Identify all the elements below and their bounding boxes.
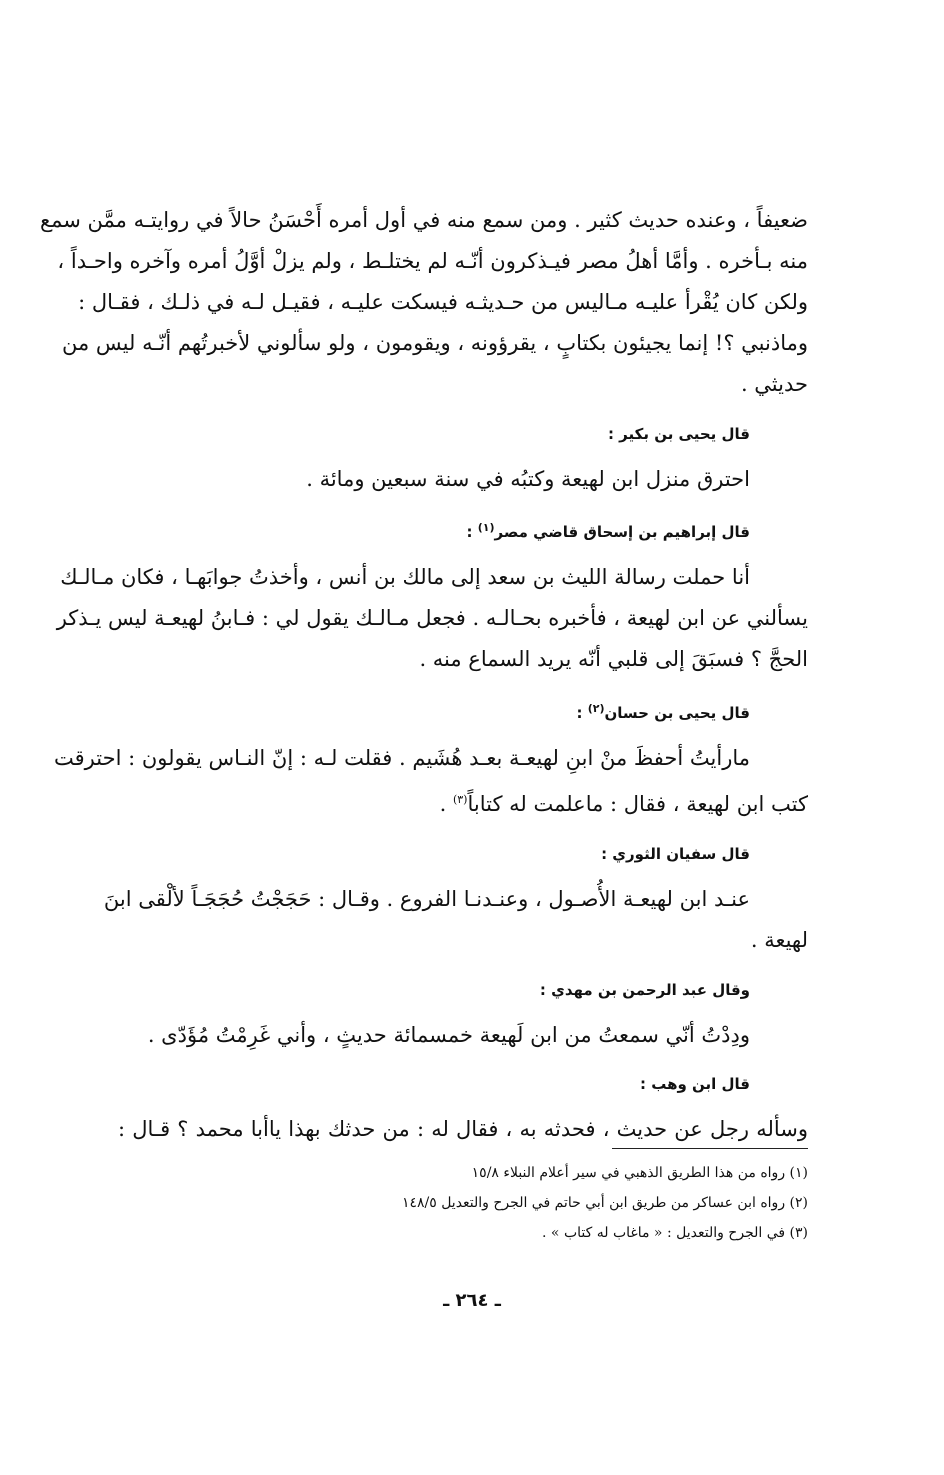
footnote-marker: (٣): [452, 793, 468, 806]
paragraph-1: [39, 200, 808, 405]
footnote-marker: (٢): [587, 702, 605, 715]
paragraph-line: ولكن كان يُقْرأ عليـه مـاليس من حـديثـه فيسكت عليـه ، فقيـل لـه في ذلـك ، فقـال :: [78, 290, 808, 314]
quote-text: ودِدْتُ أنّي سمعتُ من ابن لَهيعة خمسمائة حديثٍ ، وأني غَرِمْتُ مُؤَدّى .: [147, 1023, 750, 1047]
paragraph-line: يسألني عن ابن لهيعة ، فأخبره بحـالـه . فجعل مـالـك يقول لي : فـابنُ لهيعـة ليس يـذكر: [56, 606, 808, 630]
paragraph-3: [54, 738, 808, 825]
footnote-marker: (١): [477, 521, 495, 534]
paragraph-2: [56, 557, 808, 680]
paragraph-line: الحجَّ ؟ فسبَقَ إلى قلبي أنّه يريد السماع منه .: [419, 647, 808, 671]
footnote-3: (٣) في الجرح والتعديل : « ماغاب له كتاب » .: [542, 1225, 808, 1241]
paragraph-line: منه بـأخره . وأمَّا أهلُ مصر فيـذكرون أنّـه لم يختلـط ، ولم يزلْ أوَّلُ أمره وآخره واحـداً ،: [57, 249, 808, 273]
quote-text: احترق منزل ابن لهيعة وكتبُه في سنة سبعين ومائة .: [306, 467, 750, 491]
paragraph-line: أنا حملت رسالة الليث بن سعد إلى مالك بن أنس ، وأخذتُ جوابَهـا ، فكان مـالـك: [60, 565, 750, 589]
paragraph-line: وسأله رجل عن حديث ، فحدثه به ، فقال له : من حدثك بهذا ياأبا محمد ؟ قـال :: [118, 1117, 808, 1141]
page-number: ـ ٢٦٤ ـ: [443, 1290, 501, 1311]
paragraph-line: لهيعة .: [750, 928, 808, 952]
paragraph-line: وماذنبي ؟! إنما يجيئون بكتابٍ ، يقرؤونه ، ويقومون ، ولو سألوني لأخبرتُهم أنّـه ليس من: [62, 331, 808, 355]
section-heading-sufyan: قال سفيان الثوري :: [601, 845, 750, 863]
paragraph-line: حديثي .: [740, 372, 808, 396]
section-heading-yahya-hassan: قال يحيى بن حسان$^{(٢)}$ :: [576, 702, 750, 722]
paragraph-line: كتب ابن لهيعة ، فقال : ماعلمت له كتاباً$^{(٣)}$ .: [439, 792, 808, 816]
page-body: [39, 200, 808, 1150]
section-heading-ibn-wahb: قال ابن وهب :: [639, 1075, 750, 1093]
footnotes: [208, 1158, 808, 1248]
paragraph-line: مارأيتُ أحفظَ منْ ابنِ لهيعـة بعـد هُشَيم . فقلت لـه : إنّ النـاس يقولون : احترقت: [54, 746, 750, 770]
paragraph-line: ضعيفاً ، وعنده حديث كثير . ومن سمع منه في أول أمره أَحْسَنُ حالاً في روايتـه ممَّن سمع: [39, 208, 808, 232]
paragraph-6: [118, 1109, 808, 1150]
footnote-2: (٢) رواه ابن عساكر من طريق ابن أبي حاتم في الجرح والتعديل ١٤٨/٥: [401, 1195, 808, 1211]
paragraph-line: عنـد ابن لهيعـة الأُصـول ، وعنـدنـا الفروع . وقـال : حَجَجْتُ حُجَجَـاً لألْقى ابنَ: [103, 887, 750, 911]
section-heading-abdulrahman-mahdi: وقال عبد الرحمن بن مهدي :: [539, 981, 750, 999]
section-heading-ibrahim-ishaq: قال إبراهيم بن إسحاق قاضي مصر$^{(١)}$ :: [466, 521, 750, 541]
footnote-divider: [612, 1148, 808, 1149]
footnote-1: (١) رواه من هذا الطريق الذهبي في سير أعلام النبلاء ١٥/٨: [471, 1165, 808, 1181]
section-heading-yahya-bukayr: قال يحيى بن بكير :: [607, 425, 750, 443]
paragraph-4: [103, 879, 808, 961]
